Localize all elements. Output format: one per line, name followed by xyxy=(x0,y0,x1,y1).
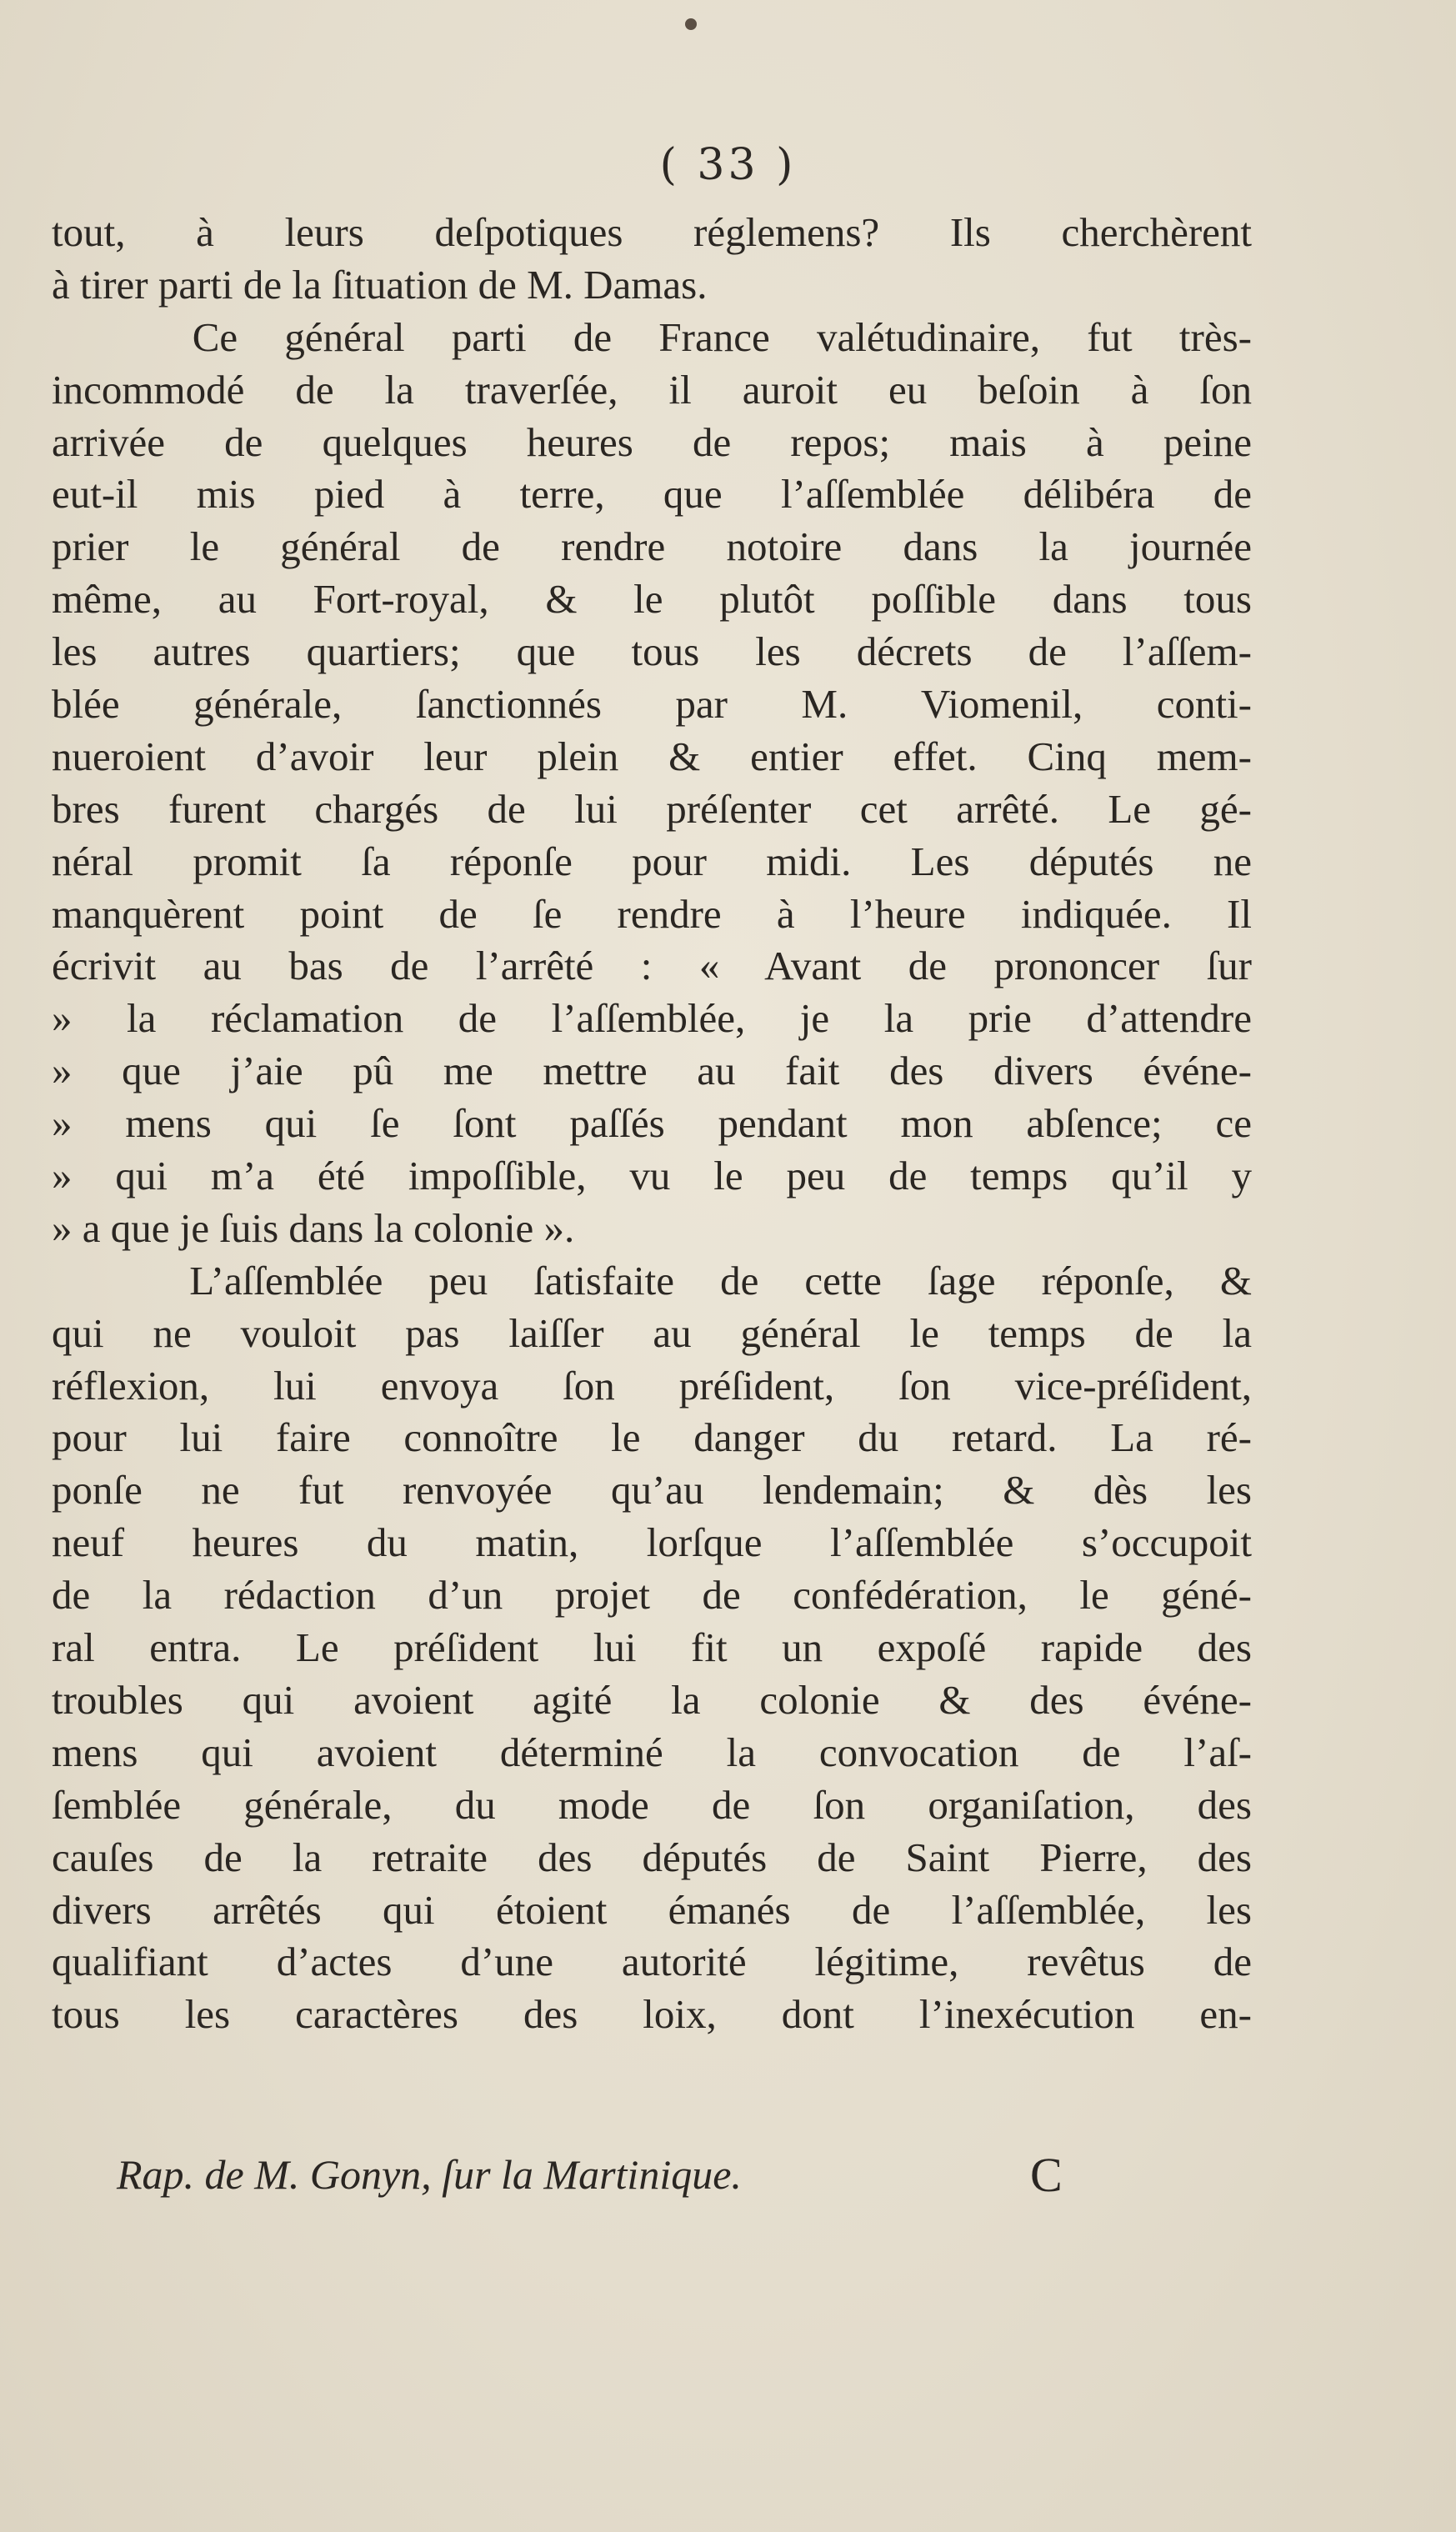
text-line: qui ne vouloit pas laiſſer au général le temps de la xyxy=(52,1309,1252,1356)
text-line: qualifiant d’actes d’une autorité légitime, revêtus de xyxy=(52,1939,1252,1985)
text-line: ral entra. Le préſident lui fit un expoſé rapide des xyxy=(52,1624,1252,1671)
text-line: Ce général parti de France valétudinaire, fut très- xyxy=(52,313,1252,360)
text-line: » qui m’a été impoſſible, vu le peu de temps qu’il y xyxy=(52,1153,1252,1199)
text-line: réflexion, lui envoya ſon préſident, ſon vice-préſident, xyxy=(52,1362,1252,1409)
text-line: arrivée de quelques heures de repos; mais à peine xyxy=(52,418,1252,465)
ink-spot xyxy=(685,18,697,30)
text-line: blée générale, ſanctionnés par M. Viomenil, conti- xyxy=(52,681,1252,728)
text-line: mens qui avoient déterminé la convocation de l’aſ- xyxy=(52,1729,1252,1775)
running-footer xyxy=(117,2150,1075,2199)
text-line: L’aſſemblée peu ſatisfaite de cette ſage réponſe, & xyxy=(52,1257,1252,1304)
text-line: écrivit au bas de l’arrêté : « Avant de prononcer ſur xyxy=(52,943,1252,989)
text-line: les autres quartiers; que tous les décrets de l’aſſem- xyxy=(52,628,1252,675)
text-line: manquèrent point de ſe rendre à l’heure indiquée. Il xyxy=(52,890,1252,937)
text-line: pour lui faire connoître le danger du retard. La ré- xyxy=(52,1414,1252,1461)
text-line: incommodé de la traverſée, il auroit eu beſoin à ſon xyxy=(52,366,1252,413)
text-line: tout, à leurs deſpotiques réglemens? Ils cherchèrent xyxy=(52,209,1252,255)
page-number: ( 33 ) xyxy=(659,140,797,190)
text-line: néral promit ſa réponſe pour midi. Les députés ne xyxy=(52,838,1252,884)
text-line: ſemblée générale, du mode de ſon organiſation, des xyxy=(52,1781,1252,1828)
text-line: cauſes de la retraite des députés de Saint Pierre, des xyxy=(52,1834,1252,1880)
text-line: » a que je ſuis dans la colonie ». xyxy=(52,1204,575,1251)
text-line: à tirer parti de la ſituation de M. Damas. xyxy=(52,261,708,308)
body-text xyxy=(52,207,1252,2041)
text-line: » la réclamation de l’aſſemblée, je la prie d’attendre xyxy=(52,995,1252,1042)
text-line: de la rédaction d’un projet de confédération, le géné- xyxy=(52,1572,1252,1619)
text-line: ponſe ne fut renvoyée qu’au lendemain; & dès les xyxy=(52,1467,1252,1514)
text-line: » mens qui ſe ſont paſſés pendant mon abſence; ce xyxy=(52,1100,1252,1147)
text-line: divers arrêtés qui étoient émanés de l’aſſemblée, les xyxy=(52,1886,1252,1933)
text-line: nueroient d’avoir leur plein & entier effet. Cinq mem- xyxy=(52,733,1252,779)
text-line: troubles qui avoient agité la colonie & des événe- xyxy=(52,1676,1252,1723)
text-line: » que j’aie pû me mettre au fait des divers événe- xyxy=(52,1048,1252,1094)
text-line: bres furent chargés de lui préſenter cet arrêté. Le gé- xyxy=(52,785,1252,832)
footer-title: Rap. de M. Gonyn, ſur la Martinique. xyxy=(117,2151,742,2198)
text-line: neuf heures du matin, lorſque l’aſſemblée s’occupoit xyxy=(52,1519,1252,1566)
text-line: prier le général de rendre notoire dans la journée xyxy=(52,523,1252,570)
text-line: eut-il mis pied à terre, que l’aſſemblée délibéra de xyxy=(52,471,1252,518)
signature-mark: C xyxy=(1030,2148,1063,2202)
text-line: tous les caractères des loix, dont l’inexécution en- xyxy=(52,1991,1252,2038)
text-line: même, au Fort-royal, & le plutôt poſſible dans tous xyxy=(52,576,1252,623)
